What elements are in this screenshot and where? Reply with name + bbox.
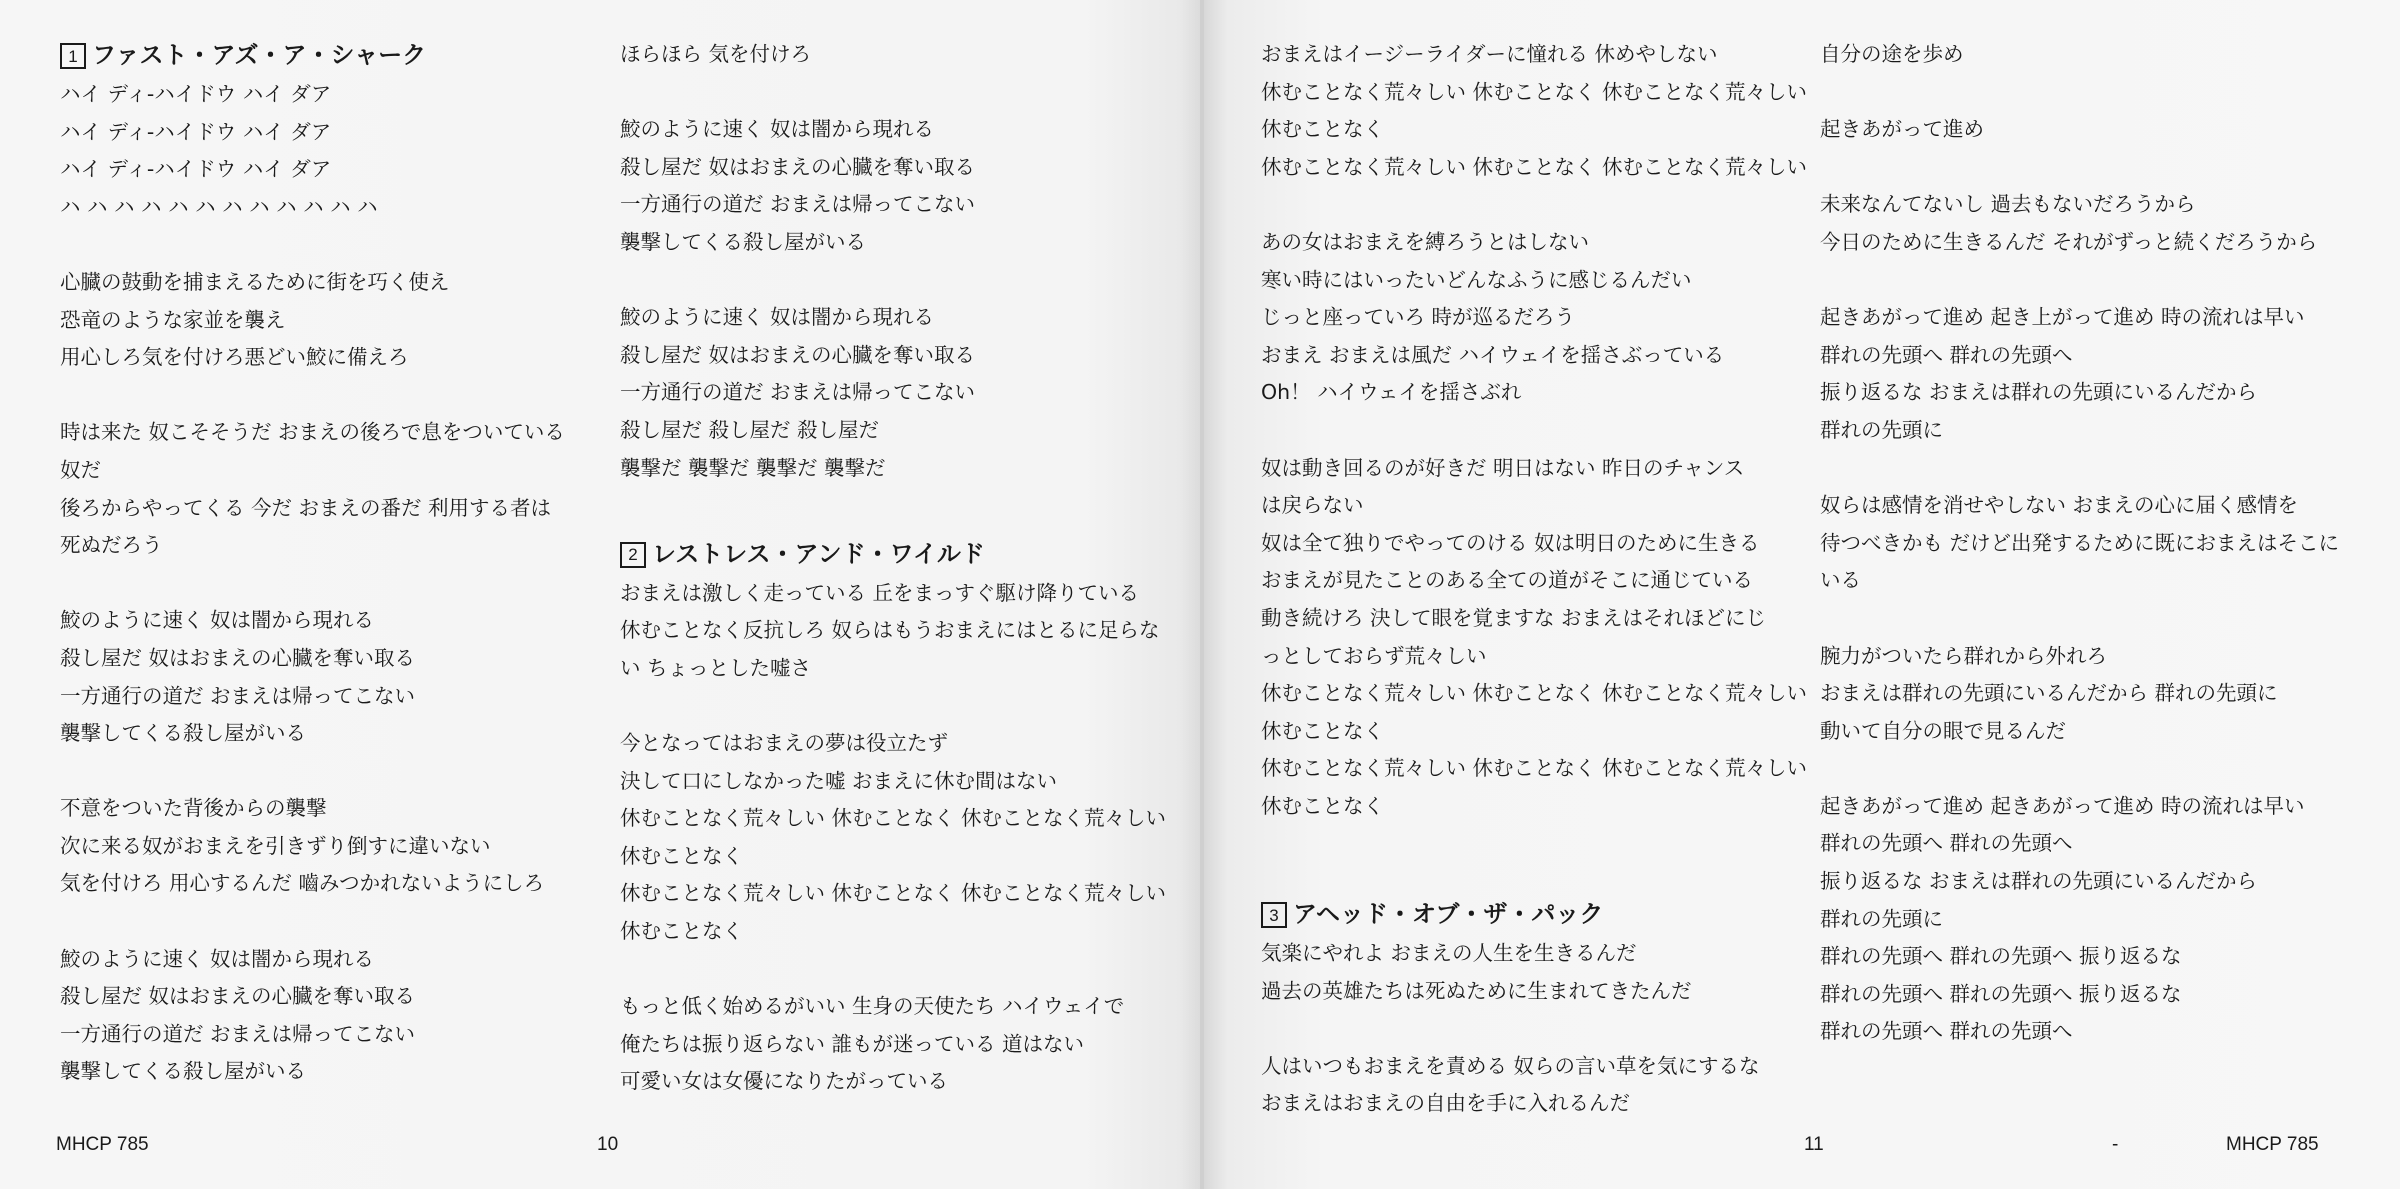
song-title-2-text: レストレス・アンド・ワイルド [652,539,985,568]
lyric-line: ハイ ディ-ハイドウ ハイ ダア [60,119,332,144]
lyric-line: Oh！ ハイウェイを揺さぶれ [1261,380,1522,405]
stanza-break [60,377,565,415]
lyric-line: い ちょっとした嘘さ [620,655,812,680]
stanza-break [1820,450,2339,488]
stanza-break [60,903,565,941]
lyric-line: あの女はおまえを縛ろうとはしない [1261,229,1589,254]
stanza-break [60,226,565,264]
lyric-line: 動いて自分の眼で見るんだ [1820,718,2066,743]
lyric-line: 休むことなく [1261,718,1384,743]
lyric-line: 鮫のように速く 奴は闇から現れる [620,305,935,330]
lyric-line: 休むことなく荒々しい 休むことなく 休むことなく荒々しい [1261,756,1808,781]
lyric-line: 殺し屋だ 奴はおまえの心臓を奪い取る [60,645,416,670]
lyric-line: 鮫のように速く 奴は闇から現れる [620,117,935,142]
lyric-line: 襲撃だ 襲撃だ 襲撃だ 襲撃だ [620,455,886,480]
lyric-line: 休むことなく荒々しい 休むことなく 休むことなく荒々しい [620,881,1167,906]
lyric-line: おまえ おまえは風だ ハイウェイを揺さぶっている [1261,342,1725,367]
lyric-line: 奴は動き回るのが好きだ 明日はない 昨日のチャンス [1261,455,1745,480]
lyric-line: 群れの先頭へ 群れの先頭へ [1820,831,2073,856]
lyric-line: 殺し屋だ 奴はおまえの心臓を奪い取る [60,984,416,1009]
lyric-line: 一方通行の道だ おまえは帰ってこない [60,683,416,708]
lyric-line: 休むことなく [620,843,743,868]
page-number-right: 11 [1804,1134,1824,1155]
lyric-line: おまえはイージーライダーに憧れる 休めやしない [1261,42,1718,66]
song-title-3-text: アヘッド・オブ・ザ・パック [1293,900,1604,929]
catalog-code-right: MHCP 785 [2226,1134,2319,1155]
lyric-line: 自分の途を歩め [1820,42,1964,66]
page-number-left: 10 [597,1134,619,1155]
lyric-line: 人はいつもおまえを責める 奴らの言い草を気にするな [1261,1053,1760,1078]
lyric-line: 鮫のように速く 奴は闇から現れる [60,608,375,633]
song-title-1-text: ファスト・アズ・ア・シャーク [92,41,427,70]
lyric-line: じっと座っていろ 時が巡るだろう [1261,305,1576,330]
stanza-break [1820,600,2339,638]
lyric-line: 殺し屋だ 奴はおまえの心臓を奪い取る [620,342,976,367]
lyric-line: 今日のために生きるんだ それがずっと続くだろうから [1820,229,2318,254]
lyric-line: 不意をついた背後からの襲撃 [60,796,327,821]
stanza-break [1820,149,2339,187]
lyric-line: 死ぬだろう [60,533,163,558]
lyric-line: 奴らは感情を消せやしない おまえの心に届く感情を [1820,493,2299,518]
lyric-line: 群れの先頭へ 群れの先頭へ 振り返るな [1820,981,2182,1006]
lyric-line: 後ろからやってくる 今だ おまえの番だ 利用する者は [60,495,552,520]
lyric-line: 休むことなく荒々しい 休むことなく 休むことなく荒々しい [1261,79,1808,104]
lyric-line: 群れの先頭へ 群れの先頭へ [1820,1019,2073,1044]
lyric-line: 気を付けろ 用心するんだ 嚙みつかれないようにしろ [60,871,545,896]
lyric-line: 次に来る奴がおまえを引きずり倒すに違いない [60,833,491,858]
lyric-line: っとしておらず荒々しい [1261,643,1487,668]
lyric-line: ほらほら 気を付けろ [620,42,812,66]
stanza-break [620,951,1166,989]
lyric-line: 群れの先頭に [1820,906,1943,931]
lyric-line: 用心しろ気を付けろ悪どい鮫に備えろ [60,345,409,370]
song-number-2: 2 [620,542,646,568]
stanza-break [1261,186,1807,224]
lyric-line: ハイ ディ-ハイドウ ハイ ダア [60,157,332,182]
stanza-break [1820,74,2339,112]
lyric-line: 振り返るな おまえは群れの先頭にいるんだから [1820,380,2258,405]
lyric-line: 群れの先頭へ 群れの先頭へ 振り返るな [1820,944,2182,969]
lyric-line: 心臓の鼓動を捕まえるために街を巧く使え [60,269,450,294]
lyric-line: 奴は全て独りでやってのける 奴は明日のために生きる [1261,530,1760,555]
lyric-line: 起きあがって進め 起き上がって進め 時の流れは早い [1820,305,2305,330]
stanza-break [60,565,565,603]
lyric-line: 時は来た 奴こそそうだ おまえの後ろで息をついている [60,420,565,445]
lyric-line: 一方通行の道だ おまえは帰ってこない [620,380,976,405]
lyric-line: 寒い時にはいったいどんなふうに感じるんだい [1261,267,1692,292]
lyric-line: 気楽にやれよ おまえの人生を生きるんだ [1261,941,1637,966]
lyric-line: おまえは群れの先頭にいるんだから 群れの先頭に [1820,681,2278,706]
lyric-line: 群れの先頭へ 群れの先頭へ [1820,342,2073,367]
lyric-line: 起きあがって進め [1820,117,1984,142]
lyric-line: いる [1820,568,1861,593]
lyric-line: 奴だ [60,457,101,482]
right-page [1204,0,2400,1189]
lyric-line: 腕力がついたら群れから外れろ [1820,643,2107,668]
lyrics-column-2 [620,36,1166,1101]
lyric-line: 襲撃してくる殺し屋がいる [60,721,306,746]
lyric-line: 休むことなく荒々しい 休むことなく 休むことなく荒々しい [620,806,1167,831]
stanza-break [1820,262,2339,300]
lyric-line: 休むことなく [620,919,743,944]
lyric-line: 動き続けろ 決して眼を覚ますな おまえはそれほどにじ [1261,605,1767,630]
lyric-line: 未来なんてないし 過去もないだろうから [1820,192,2196,217]
lyric-line: 待つべきかも だけど出発するために既におまえはそこに [1820,530,2340,555]
catalog-code-left: MHCP 785 [56,1134,149,1155]
lyric-line: おまえが見たことのある全ての道がそこに通じている [1261,568,1753,593]
song-number-1: 1 [60,43,86,69]
lyric-line: おまえは激しく走っている 丘をまっすぐ駆け降りている [620,580,1140,605]
lyric-line: もっと低く始めるがいい 生身の天使たち ハイウェイで [620,994,1125,1019]
lyric-line: は戻らない [1261,493,1364,518]
lyric-line: 起きあがって進め 起きあがって進め 時の流れは早い [1820,793,2305,818]
lyric-line: ハイ ディ-ハイドウ ハイ ダア [60,82,332,106]
stanza-break [1261,412,1807,450]
lyric-line: 決して口にしなかった嘘 おまえに休む間はない [620,768,1058,793]
lyric-line: 鮫のように速く 奴は闇から現れる [60,946,375,971]
lyric-line: ハ ハ ハ ハ ハ ハ ハ ハ ハ ハ ハ ハ [60,194,378,219]
lyric-line: 俺たちは振り返らない 誰もが迷っている 道はない [620,1031,1085,1056]
lyric-line: 振り返るな おまえは群れの先頭にいるんだから [1820,869,2258,894]
lyric-line: おまえはおまえの自由を手に入れるんだ [1261,1091,1630,1116]
stanza-break [1820,750,2339,788]
lyric-line: 休むことなく反抗しろ 奴らはもうおまえにはとるに足らな [620,618,1160,643]
lyric-line: 殺し屋だ 殺し屋だ 殺し屋だ [620,417,880,442]
lyric-line: 今となってはおまえの夢は役立たず [620,731,948,756]
lyric-line: 休むことなく荒々しい 休むことなく 休むことなく荒々しい [1261,154,1808,179]
song-title-2 [620,535,1166,575]
stanza-break [60,753,565,791]
lyric-line: 一方通行の道だ おまえは帰ってこない [60,1021,416,1046]
lyric-line: 過去の英雄たちは死ぬために生まれてきたんだ [1261,978,1692,1003]
lyric-line: 休むことなく荒々しい 休むことなく 休むことなく荒々しい [1261,681,1808,706]
stanza-break [620,688,1166,726]
lyrics-column-1 [60,36,565,1091]
lyric-line: 休むことなく [1261,793,1384,818]
lyric-line: 可愛い女は女優になりたがっている [620,1069,948,1094]
stanza-break [620,74,1166,112]
stanza-break [1261,1010,1807,1048]
lyric-line: 襲撃してくる殺し屋がいる [60,1059,306,1084]
lyric-line: 休むことなく [1261,117,1384,142]
lyric-line: 恐竜のような家並を襲え [60,307,286,332]
lyric-line: 群れの先頭に [1820,417,1943,442]
song-title-1 [60,36,565,76]
stanza-break [620,262,1166,300]
lyric-line: 殺し屋だ 奴はおまえの心臓を奪い取る [620,154,976,179]
song-number-3: 3 [1261,902,1287,928]
lyrics-column-3 [1261,36,1807,1123]
song-title-3 [1261,895,1807,935]
lyrics-column-4 [1820,36,2339,1051]
lyric-line: 一方通行の道だ おまえは帰ってこない [620,192,976,217]
footer-mark: - [2112,1134,2119,1155]
lyric-line: 襲撃してくる殺し屋がいる [620,229,866,254]
